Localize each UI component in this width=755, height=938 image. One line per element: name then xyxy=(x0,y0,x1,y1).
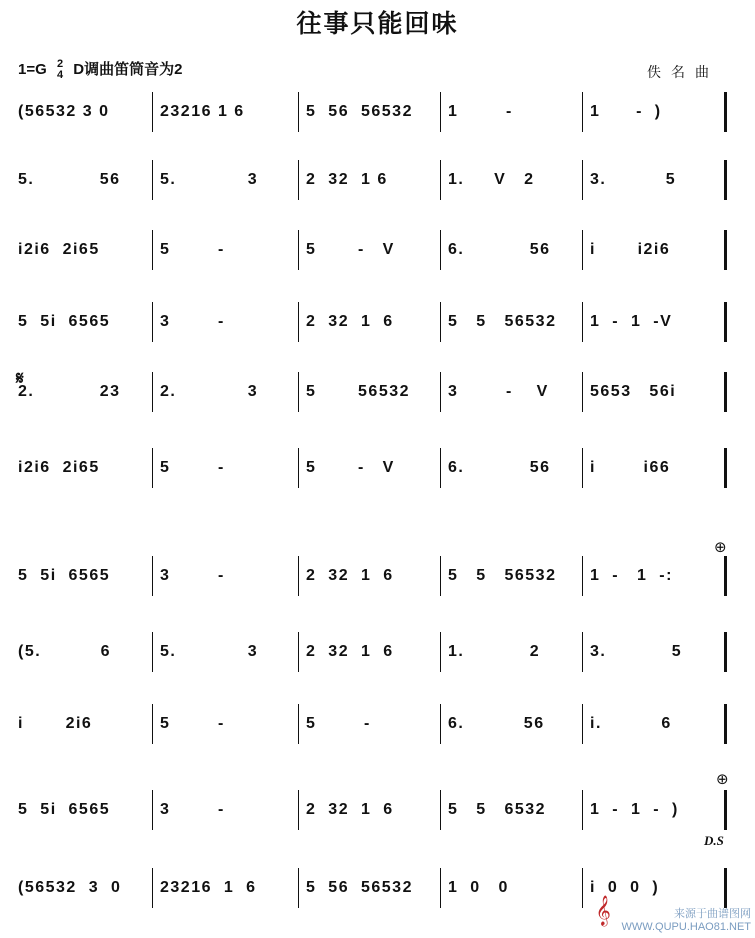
time-top: 2 xyxy=(56,58,64,71)
coda-sign-1: ⊕ xyxy=(714,539,727,556)
bar-line xyxy=(724,704,727,744)
measure-notes: 1 - ) xyxy=(590,103,662,120)
measure-notes: 6. 56 xyxy=(448,715,545,732)
bar-line xyxy=(582,302,583,342)
staff-row xyxy=(10,632,730,672)
bar-line xyxy=(152,790,153,830)
bar-line xyxy=(724,632,727,672)
bar-line xyxy=(152,92,153,132)
watermark-line2: WWW.QUPU.HAO81.NET xyxy=(621,921,751,933)
measure-notes: 5 56532 xyxy=(306,383,411,400)
measure-notes: 5 56 56532 xyxy=(306,879,413,896)
bar-line xyxy=(582,704,583,744)
measure-notes: 5 5i 6565 xyxy=(18,801,111,818)
measure-notes: 1 - 1 -V xyxy=(590,313,673,330)
time-signature xyxy=(57,59,63,81)
bar-line xyxy=(724,92,727,132)
treble-clef-icon: 𝄞 xyxy=(595,895,611,925)
bar-line xyxy=(298,868,299,908)
bar-line xyxy=(582,448,583,488)
staff-row xyxy=(10,302,730,342)
bar-line xyxy=(440,92,441,132)
measure-notes: 5 5 56532 xyxy=(448,313,557,330)
measure-notes: (56532 3 0 xyxy=(18,879,122,896)
bar-line xyxy=(298,790,299,830)
bar-line xyxy=(440,704,441,744)
key-signature xyxy=(18,58,182,81)
bar-line xyxy=(298,372,299,412)
measure-notes: 2. 23 xyxy=(18,383,121,400)
measure-notes: i 2i6 xyxy=(18,715,93,732)
instrument-note: D调曲笛筒音为2 xyxy=(73,61,183,78)
measure-notes: i2i6 2i65 xyxy=(18,241,100,258)
bar-line xyxy=(440,868,441,908)
measure-notes: 5 5i 6565 xyxy=(18,567,111,584)
measure-notes: 5 5 6532 xyxy=(448,801,547,818)
measure-notes: 2. 3 xyxy=(160,383,259,400)
measure-notes: 5. 56 xyxy=(18,171,121,188)
bar-line xyxy=(298,230,299,270)
watermark xyxy=(595,895,751,934)
measure-notes: (56532 3 0 xyxy=(18,103,110,120)
bar-line xyxy=(152,448,153,488)
bar-line xyxy=(152,160,153,200)
measure-notes: 23216 1 6 xyxy=(160,879,257,896)
bar-line xyxy=(440,160,441,200)
measure-notes: 3 - xyxy=(160,801,225,818)
measure-notes: 5 - xyxy=(306,715,371,732)
staff-row xyxy=(10,372,730,412)
staff-row xyxy=(10,868,730,908)
measure-notes: i i2i6 xyxy=(590,241,671,258)
bar-line xyxy=(724,160,727,200)
measure-notes: 5. 3 xyxy=(160,643,259,660)
segno-sign: 𝄋 xyxy=(16,368,24,388)
measure-notes: 2 32 1 6 xyxy=(306,643,394,660)
staff-row xyxy=(10,448,730,488)
bar-line xyxy=(298,92,299,132)
bar-line xyxy=(298,556,299,596)
bar-line xyxy=(298,704,299,744)
bar-line xyxy=(152,868,153,908)
bar-line xyxy=(582,92,583,132)
bar-line xyxy=(298,302,299,342)
bar-line xyxy=(440,302,441,342)
bar-line xyxy=(440,556,441,596)
bar-line xyxy=(440,230,441,270)
measure-notes: 1. 2 xyxy=(448,643,541,660)
bar-line xyxy=(724,790,727,830)
measure-notes: 3 - V xyxy=(448,383,549,400)
measure-notes: 3 - xyxy=(160,567,225,584)
bar-line xyxy=(724,448,727,488)
time-bottom: 4 xyxy=(56,69,64,82)
measure-notes: 2 32 1 6 xyxy=(306,801,394,818)
key-text: 1=G xyxy=(18,61,47,78)
measure-notes: 5653 56i xyxy=(590,383,677,400)
bar-line xyxy=(152,556,153,596)
bar-line xyxy=(582,632,583,672)
bar-line xyxy=(152,230,153,270)
bar-line xyxy=(440,372,441,412)
bar-line xyxy=(582,556,583,596)
bar-line xyxy=(298,632,299,672)
measure-notes: 5 56 56532 xyxy=(306,103,413,120)
page-title: 往事只能回味 xyxy=(296,9,459,38)
bar-line xyxy=(582,868,583,908)
measure-notes: 6. 56 xyxy=(448,459,551,476)
bar-line xyxy=(582,160,583,200)
measure-notes: 1 0 0 xyxy=(448,879,509,896)
bar-line xyxy=(582,230,583,270)
measure-notes: 23216 1 6 xyxy=(160,103,245,120)
measure-notes: i2i6 2i65 xyxy=(18,459,100,476)
bar-line xyxy=(152,632,153,672)
staff-row xyxy=(10,556,730,596)
bar-line xyxy=(724,302,727,342)
bar-line xyxy=(724,556,727,596)
bar-line xyxy=(440,448,441,488)
coda-sign-2: ⊕ xyxy=(716,771,729,788)
measure-notes: 5 - xyxy=(160,715,225,732)
bar-line xyxy=(582,790,583,830)
measure-notes: 5 5 56532 xyxy=(448,567,557,584)
staff-row xyxy=(10,160,730,200)
watermark-line1: 来源于曲谱图网 xyxy=(674,908,751,920)
bar-line xyxy=(724,230,727,270)
bar-line xyxy=(440,790,441,830)
measure-notes: 5 - xyxy=(160,241,225,258)
bar-line xyxy=(440,632,441,672)
composer: 佚名曲 xyxy=(647,65,719,81)
measure-notes: i 0 0 ) xyxy=(590,879,660,896)
ds-mark: D.S xyxy=(704,833,724,848)
measure-notes: i. 6 xyxy=(590,715,672,732)
staff-row xyxy=(10,704,730,744)
bar-line xyxy=(724,372,727,412)
bar-line xyxy=(152,704,153,744)
measure-notes: i i66 xyxy=(590,459,671,476)
measure-notes: 5 - xyxy=(160,459,225,476)
measure-notes: 1 - 1 -: xyxy=(590,567,673,584)
measure-notes: 5 5i 6565 xyxy=(18,313,111,330)
measure-notes: 2 32 1 6 xyxy=(306,567,394,584)
measure-notes: 5 - V xyxy=(306,459,395,476)
measure-notes: 3 - xyxy=(160,313,225,330)
bar-line xyxy=(582,372,583,412)
measure-notes: 5. 3 xyxy=(160,171,259,188)
measure-notes: 5 - V xyxy=(306,241,395,258)
staff-row xyxy=(10,92,730,132)
staff-row xyxy=(10,790,730,830)
bar-line xyxy=(152,372,153,412)
measure-notes: 1 - 1 - ) xyxy=(590,801,679,818)
bar-line xyxy=(724,868,727,908)
staff-row xyxy=(10,230,730,270)
measure-notes: 3. 5 xyxy=(590,171,677,188)
measure-notes: 2 32 1 6 xyxy=(306,313,394,330)
measure-notes: 6. 56 xyxy=(448,241,551,258)
measure-notes: 2 32 1 6 xyxy=(306,171,388,188)
bar-line xyxy=(152,302,153,342)
measure-notes: 1. V 2 xyxy=(448,171,535,188)
bar-line xyxy=(298,448,299,488)
measure-notes: 3. 5 xyxy=(590,643,683,660)
bar-line xyxy=(298,160,299,200)
measure-notes: (5. 6 xyxy=(18,643,112,660)
measure-notes: 1 - xyxy=(448,103,513,120)
